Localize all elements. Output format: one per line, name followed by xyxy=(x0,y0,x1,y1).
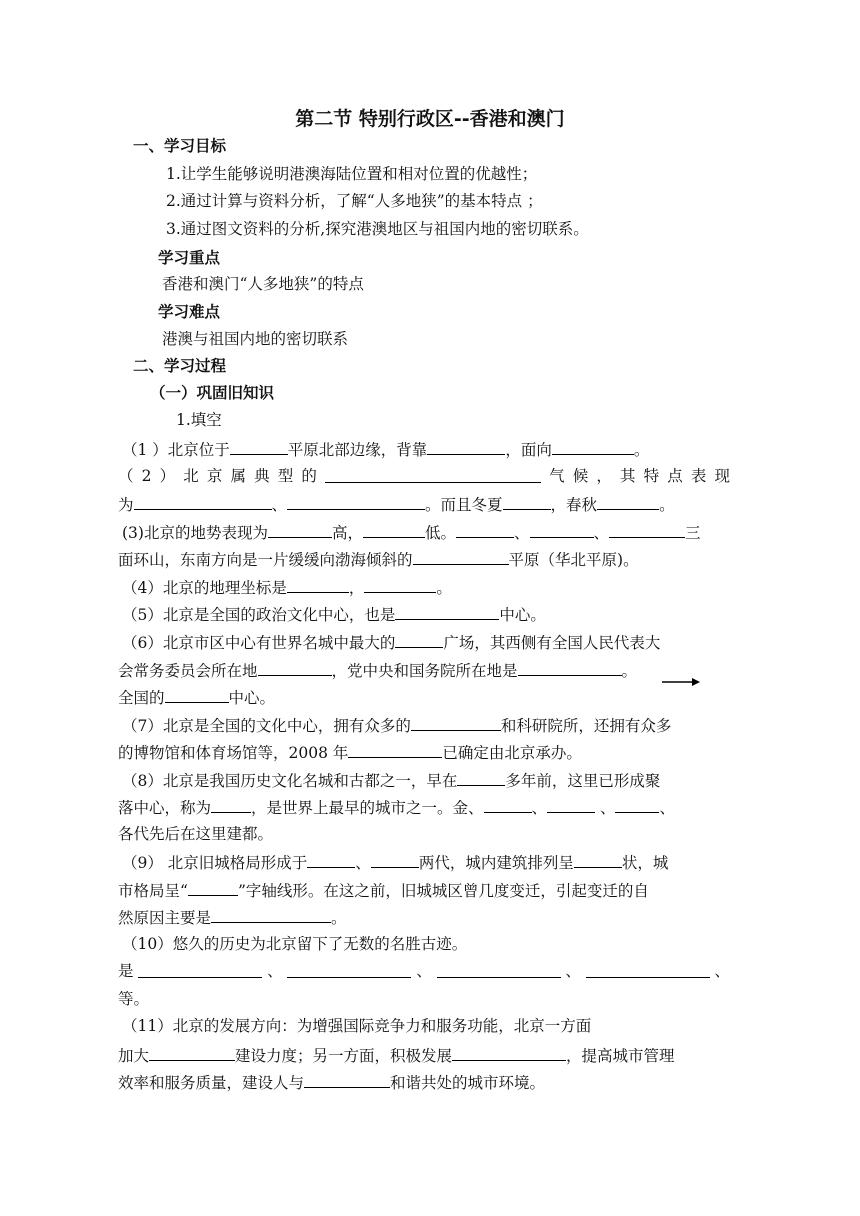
answer-blank[interactable] xyxy=(165,684,229,703)
answer-blank[interactable] xyxy=(574,849,622,868)
answer-blank[interactable] xyxy=(518,657,622,676)
question-8-line-3: 各代先后在这里建都。 xyxy=(118,825,274,843)
answer-blank[interactable] xyxy=(149,1042,235,1061)
question-10-line-2: 是 、 、 、 、 xyxy=(118,959,730,983)
answer-blank[interactable] xyxy=(452,1042,566,1061)
question-11-line-3: 效率和服务质量，建设人与 和谐共处的城市环境。 xyxy=(118,1069,545,1095)
question-9-line-3: 然原因主要是 。 xyxy=(118,904,347,930)
question-4: （4）北京的地理坐标是 ， 。 xyxy=(122,574,452,600)
answer-blank[interactable] xyxy=(413,546,509,565)
key-points-text: 香港和澳门“人多地狭”的特点 xyxy=(162,275,364,293)
section-heading-process: 二、学习过程 xyxy=(133,357,227,375)
answer-blank[interactable] xyxy=(552,436,634,455)
answer-blank[interactable] xyxy=(503,491,551,510)
answer-blank[interactable] xyxy=(530,519,594,538)
answer-blank[interactable] xyxy=(307,849,355,868)
answer-blank[interactable] xyxy=(484,794,532,813)
question-2-line-1: （ 2 ） 北 京 属 典 型 的 气 候 ， 其 特 点 表 现 xyxy=(118,464,730,488)
answer-blank[interactable] xyxy=(457,767,505,786)
answer-blank[interactable] xyxy=(615,794,659,813)
goal-item-2: 2.通过计算与资料分析，了解“人多地狭”的基本特点 ； xyxy=(166,192,543,210)
question-7-line-2: 的博物馆和体育场馆等，2008 年 已确定由北京承办。 xyxy=(118,739,582,765)
answer-blank[interactable] xyxy=(427,436,505,455)
answer-blank[interactable] xyxy=(586,959,710,978)
question-8-line-1: （8）北京是我国历史文化名城和古都之一，早在 多年前，这里已形成聚 xyxy=(122,767,660,793)
answer-blank[interactable] xyxy=(211,794,251,813)
answer-blank[interactable] xyxy=(371,849,419,868)
question-7-line-1: （7）北京是全国的文化中心，拥有众多的 和科研院所，还拥有众多 xyxy=(122,712,671,738)
key-points-label: 学习重点 xyxy=(158,249,221,267)
answer-blank[interactable] xyxy=(287,491,425,510)
answer-blank[interactable] xyxy=(395,629,443,648)
answer-blank[interactable] xyxy=(437,959,561,978)
answer-blank[interactable] xyxy=(211,904,331,923)
answer-blank[interactable] xyxy=(304,1069,390,1088)
answer-blank[interactable] xyxy=(134,491,272,510)
goal-item-3: 3.通过图文资料的分析,探究港澳地区与祖国内地的密切联系。 xyxy=(166,220,589,238)
section-heading-goals: 一、学习目标 xyxy=(133,137,227,155)
answer-blank[interactable] xyxy=(287,574,349,593)
answer-blank[interactable] xyxy=(348,739,442,758)
answer-blank[interactable] xyxy=(138,959,262,978)
answer-blank[interactable] xyxy=(325,464,541,483)
subsection-heading: （一）巩固旧知识 xyxy=(150,384,275,402)
answer-blank[interactable] xyxy=(364,574,436,593)
answer-blank[interactable] xyxy=(547,794,595,813)
answer-blank[interactable] xyxy=(258,657,332,676)
question-5: （5）北京是全国的政治文化中心，也是 中心。 xyxy=(122,601,546,627)
page-title: 第二节 特别行政区--香港和澳门 xyxy=(295,108,565,130)
answer-blank[interactable] xyxy=(411,712,501,731)
question-11-line-1: （11）北京的发展方向：为增强国际竞争力和服务功能，北京一方面 xyxy=(122,1017,592,1035)
question-9-line-1: （9） 北京旧城格局形成于 、 两代，城内建筑排列呈 状，城 xyxy=(122,849,668,875)
answer-blank[interactable] xyxy=(363,519,425,538)
question-10-line-1: （10）悠久的历史为北京留下了无数的名胜古迹。 xyxy=(122,935,468,953)
question-3-line-2: 面环山，东南方向是一片缓缓向渤海倾斜的 平原（华北平原)。 xyxy=(118,546,639,572)
difficult-points-text: 港澳与祖国内地的密切联系 xyxy=(162,330,349,348)
question-1: （1 ）北京位于 平原北部边缘，背靠 ，面向 。 xyxy=(122,436,649,462)
difficult-points-label: 学习难点 xyxy=(158,303,221,321)
fill-blank-label: 1.填空 xyxy=(176,411,222,429)
question-2-line-2: 为 、 。而且冬夏 ，春秋 。 xyxy=(118,491,675,517)
arrow-icon xyxy=(662,677,700,687)
question-3-line-1: (3)北京的地势表现为 高， 低。 、 、 三 xyxy=(122,519,701,545)
answer-blank[interactable] xyxy=(268,519,332,538)
question-10-line-3: 等。 xyxy=(118,990,150,1008)
question-6-line-1: （6）北京市区中心有世界名城中最大的 广场，其西侧有全国人民代表大 xyxy=(122,629,660,655)
question-9-line-2: 市格局呈“ ”字轴线形。在这之前，旧城城区曾几度变迁，引起变迁的自 xyxy=(118,877,649,903)
question-8-line-2: 落中心，称为 ，是世界上最早的城市之一。金、 、 、 、 xyxy=(118,794,675,820)
answer-blank[interactable] xyxy=(395,601,499,620)
answer-blank[interactable] xyxy=(597,491,659,510)
question-6-line-3: 全国的 中心。 xyxy=(118,684,275,710)
answer-blank[interactable] xyxy=(230,436,288,455)
question-6-line-2: 会常务委员会所在地 ，党中央和国务院所在地是 。 xyxy=(118,657,637,683)
goal-item-1: 1.让学生能够说明港澳海陆位置和相对位置的优越性； xyxy=(166,165,538,183)
answer-blank[interactable] xyxy=(188,877,238,896)
question-11-line-2: 加大 建设力度；另一方面，积极发展 ，提高城市管理 xyxy=(118,1042,675,1068)
answer-blank[interactable] xyxy=(456,519,514,538)
answer-blank[interactable] xyxy=(609,519,685,538)
answer-blank[interactable] xyxy=(287,959,411,978)
